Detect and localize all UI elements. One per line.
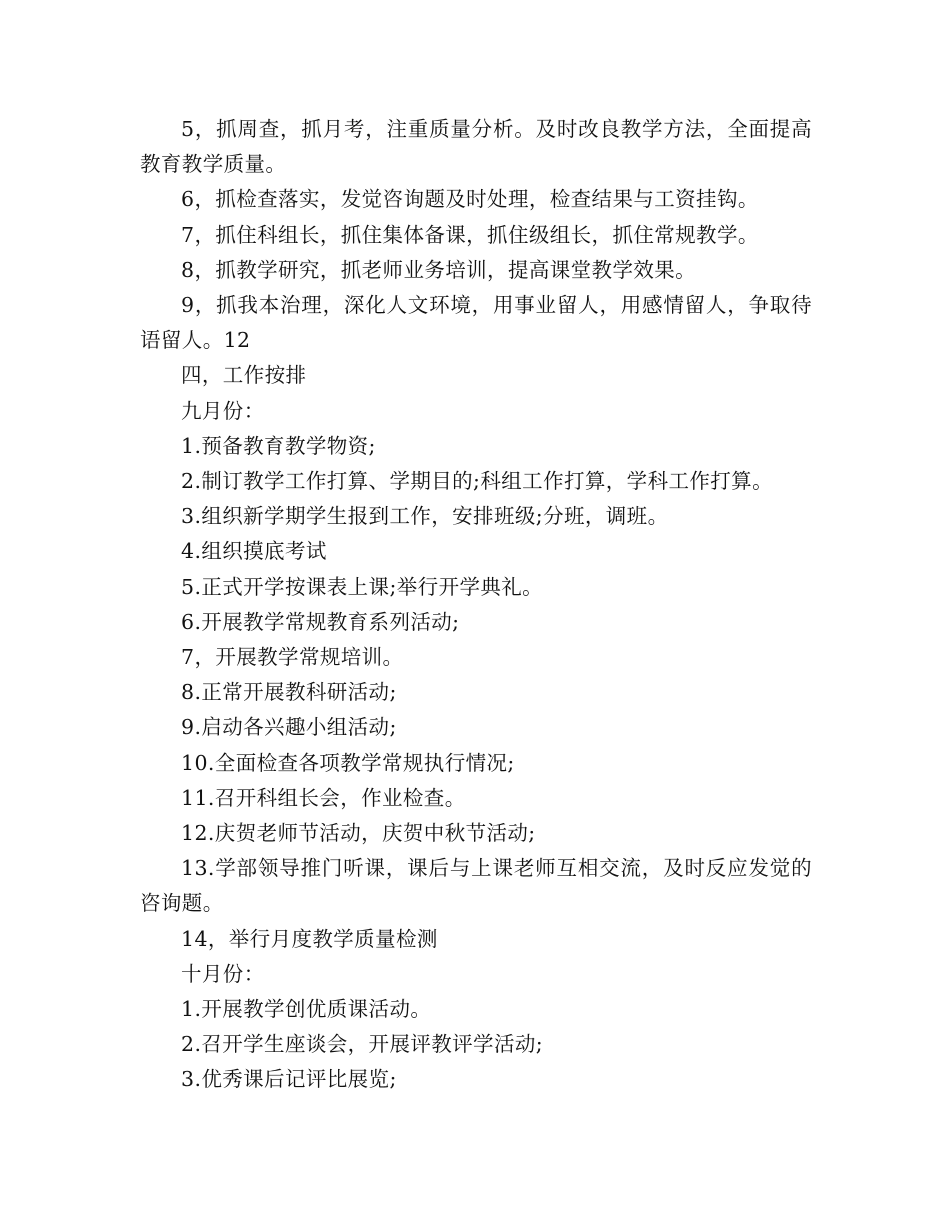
list-item: 2.召开学生座谈会，开展评教评学活动;: [181, 1032, 544, 1057]
list-item: 3.组织新学期学生报到工作，安排班级;分班，调班。: [181, 504, 669, 529]
paragraph: 9，抓我本治理，深化人文环境，用事业留人，用感情留人，争取待语留人。12: [140, 293, 812, 353]
paragraph: 6，抓检查落实，发觉咨询题及时处理，检查结果与工资挂钩。: [181, 187, 759, 212]
list-item: 14，举行月度教学质量检测: [181, 926, 438, 951]
list-item: 10.全面检查各项教学常规执行情况;: [181, 750, 515, 775]
list-item: 6.开展教学常规教育系列活动;: [181, 609, 460, 634]
list-item: 13.学部领导推门听课，课后与上课老师互相交流，及时反应发觉的咨询题。: [140, 856, 812, 916]
paragraph: 8，抓教学研究，抓老师业务培训，提高课堂教学效果。: [181, 257, 697, 282]
section-heading: 四，工作按排: [181, 363, 307, 388]
list-item: 7，开展教学常规培训。: [181, 645, 404, 670]
list-item: 9.启动各兴趣小组活动;: [181, 715, 397, 740]
list-item: 3.优秀课后记评比展览;: [181, 1067, 397, 1092]
month-heading: 十月份：: [181, 961, 265, 986]
paragraph: 7，抓住科组长，抓住集体备课，抓住级组长，抓住常规教学。: [181, 222, 759, 247]
list-item: 2.制订教学工作打算、学期目的;科组工作打算，学科工作打算。: [181, 469, 773, 494]
paragraph: 5，抓周查，抓月考，注重质量分析。及时改良教学方法，全面提高教育教学质量。: [140, 117, 812, 177]
list-item: 5.正式开学按课表上课;举行开学典礼。: [181, 574, 544, 599]
list-item: 1.预备教育教学物资;: [181, 433, 376, 458]
document-body: [140, 112, 812, 1098]
list-item: 4.组织摸底考试: [181, 539, 327, 564]
list-item: 12.庆贺老师节活动，庆贺中秋节活动;: [181, 821, 536, 846]
list-item: 8.正常开展教科研活动;: [181, 680, 397, 705]
month-heading: 九月份：: [181, 398, 265, 423]
list-item: 11.召开科组长会，作业检查。: [181, 785, 466, 810]
list-item: 1.开展教学创优质课活动。: [181, 997, 432, 1022]
